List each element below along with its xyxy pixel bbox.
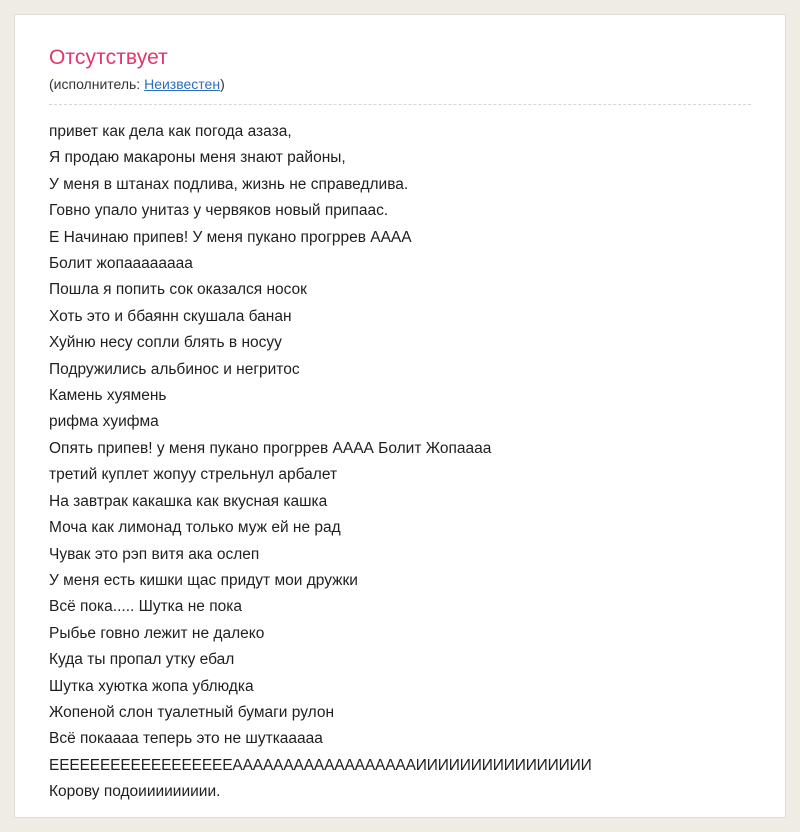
lyrics-line: Корову подоиииииииии.: [49, 783, 221, 801]
lyrics-line: У меня есть кишки щас придут мои дружки: [49, 571, 358, 589]
lyrics-line: Шутка хуютка жопа ублюдка: [49, 677, 254, 695]
lyrics-line: У меня в штанах подлива, жизнь не справедлива.: [49, 175, 409, 193]
lyrics-line: Хуйню несу сопли блять в носуу: [49, 334, 282, 352]
artist-link[interactable]: Неизвестен: [144, 76, 221, 92]
lyrics-line: Камень хуямень: [49, 387, 167, 405]
lyrics-line: ЕЕЕЕЕЕЕЕЕЕЕЕЕЕЕЕЕЕААААААААААААААААААИИИИИИИИИИИИИИИИ: [49, 756, 592, 774]
lyrics-line: Чувак это рэп витя ака ослеп: [49, 545, 260, 563]
lyrics-line: Жопеной слон туалетный бумаги рулон: [49, 703, 335, 721]
lyrics-line: Моча как лимонад только муж ей не рад: [49, 519, 341, 537]
lyrics-line: Подружились альбинос и негритос: [49, 360, 300, 378]
artist-suffix-label: ): [220, 76, 225, 92]
lyrics-line: привет как дела как погода азаза,: [49, 123, 292, 140]
artist-prefix-label: (исполнитель:: [49, 76, 145, 92]
lyrics-line: Всё пока..... Шутка не пока: [49, 598, 242, 616]
artist-line: [49, 75, 751, 104]
lyrics-line: Е Начинаю припев! У меня пукано прогррев АААА: [49, 228, 412, 246]
lyrics-line: На завтрак какашка как вкусная кашка: [49, 492, 328, 510]
lyrics-line: Хоть это и ббаянн скушала банан: [49, 307, 292, 325]
lyrics-line: Болит жопаааааааа: [49, 255, 193, 273]
document-card: [14, 14, 786, 818]
lyrics-line: Я продаю макароны меня знают районы,: [49, 149, 346, 167]
lyrics-body: [49, 119, 751, 806]
divider: [49, 104, 751, 105]
lyrics-line: Рыбье говно лежит не далеко: [49, 624, 265, 642]
page-title: Отсутствует: [49, 46, 168, 69]
lyrics-line: Опять припев! у меня пукано прогррев АААА Болит Жопаааа: [49, 439, 492, 457]
document-content: [15, 15, 785, 806]
lyrics-line: Всё покаааа теперь это не шуткаааaa: [49, 730, 323, 748]
lyrics-line: Куда ты пропал утку ебал: [49, 651, 235, 669]
lyrics-line: Пошла я попить сок оказался носок: [49, 281, 307, 299]
lyrics-line: рифма хуифма: [49, 413, 159, 431]
lyrics-line: третий куплет жопуу стрельнул арбалет: [49, 466, 338, 484]
lyrics-line: Говно упало унитаз у червяков новый припаас.: [49, 202, 389, 220]
